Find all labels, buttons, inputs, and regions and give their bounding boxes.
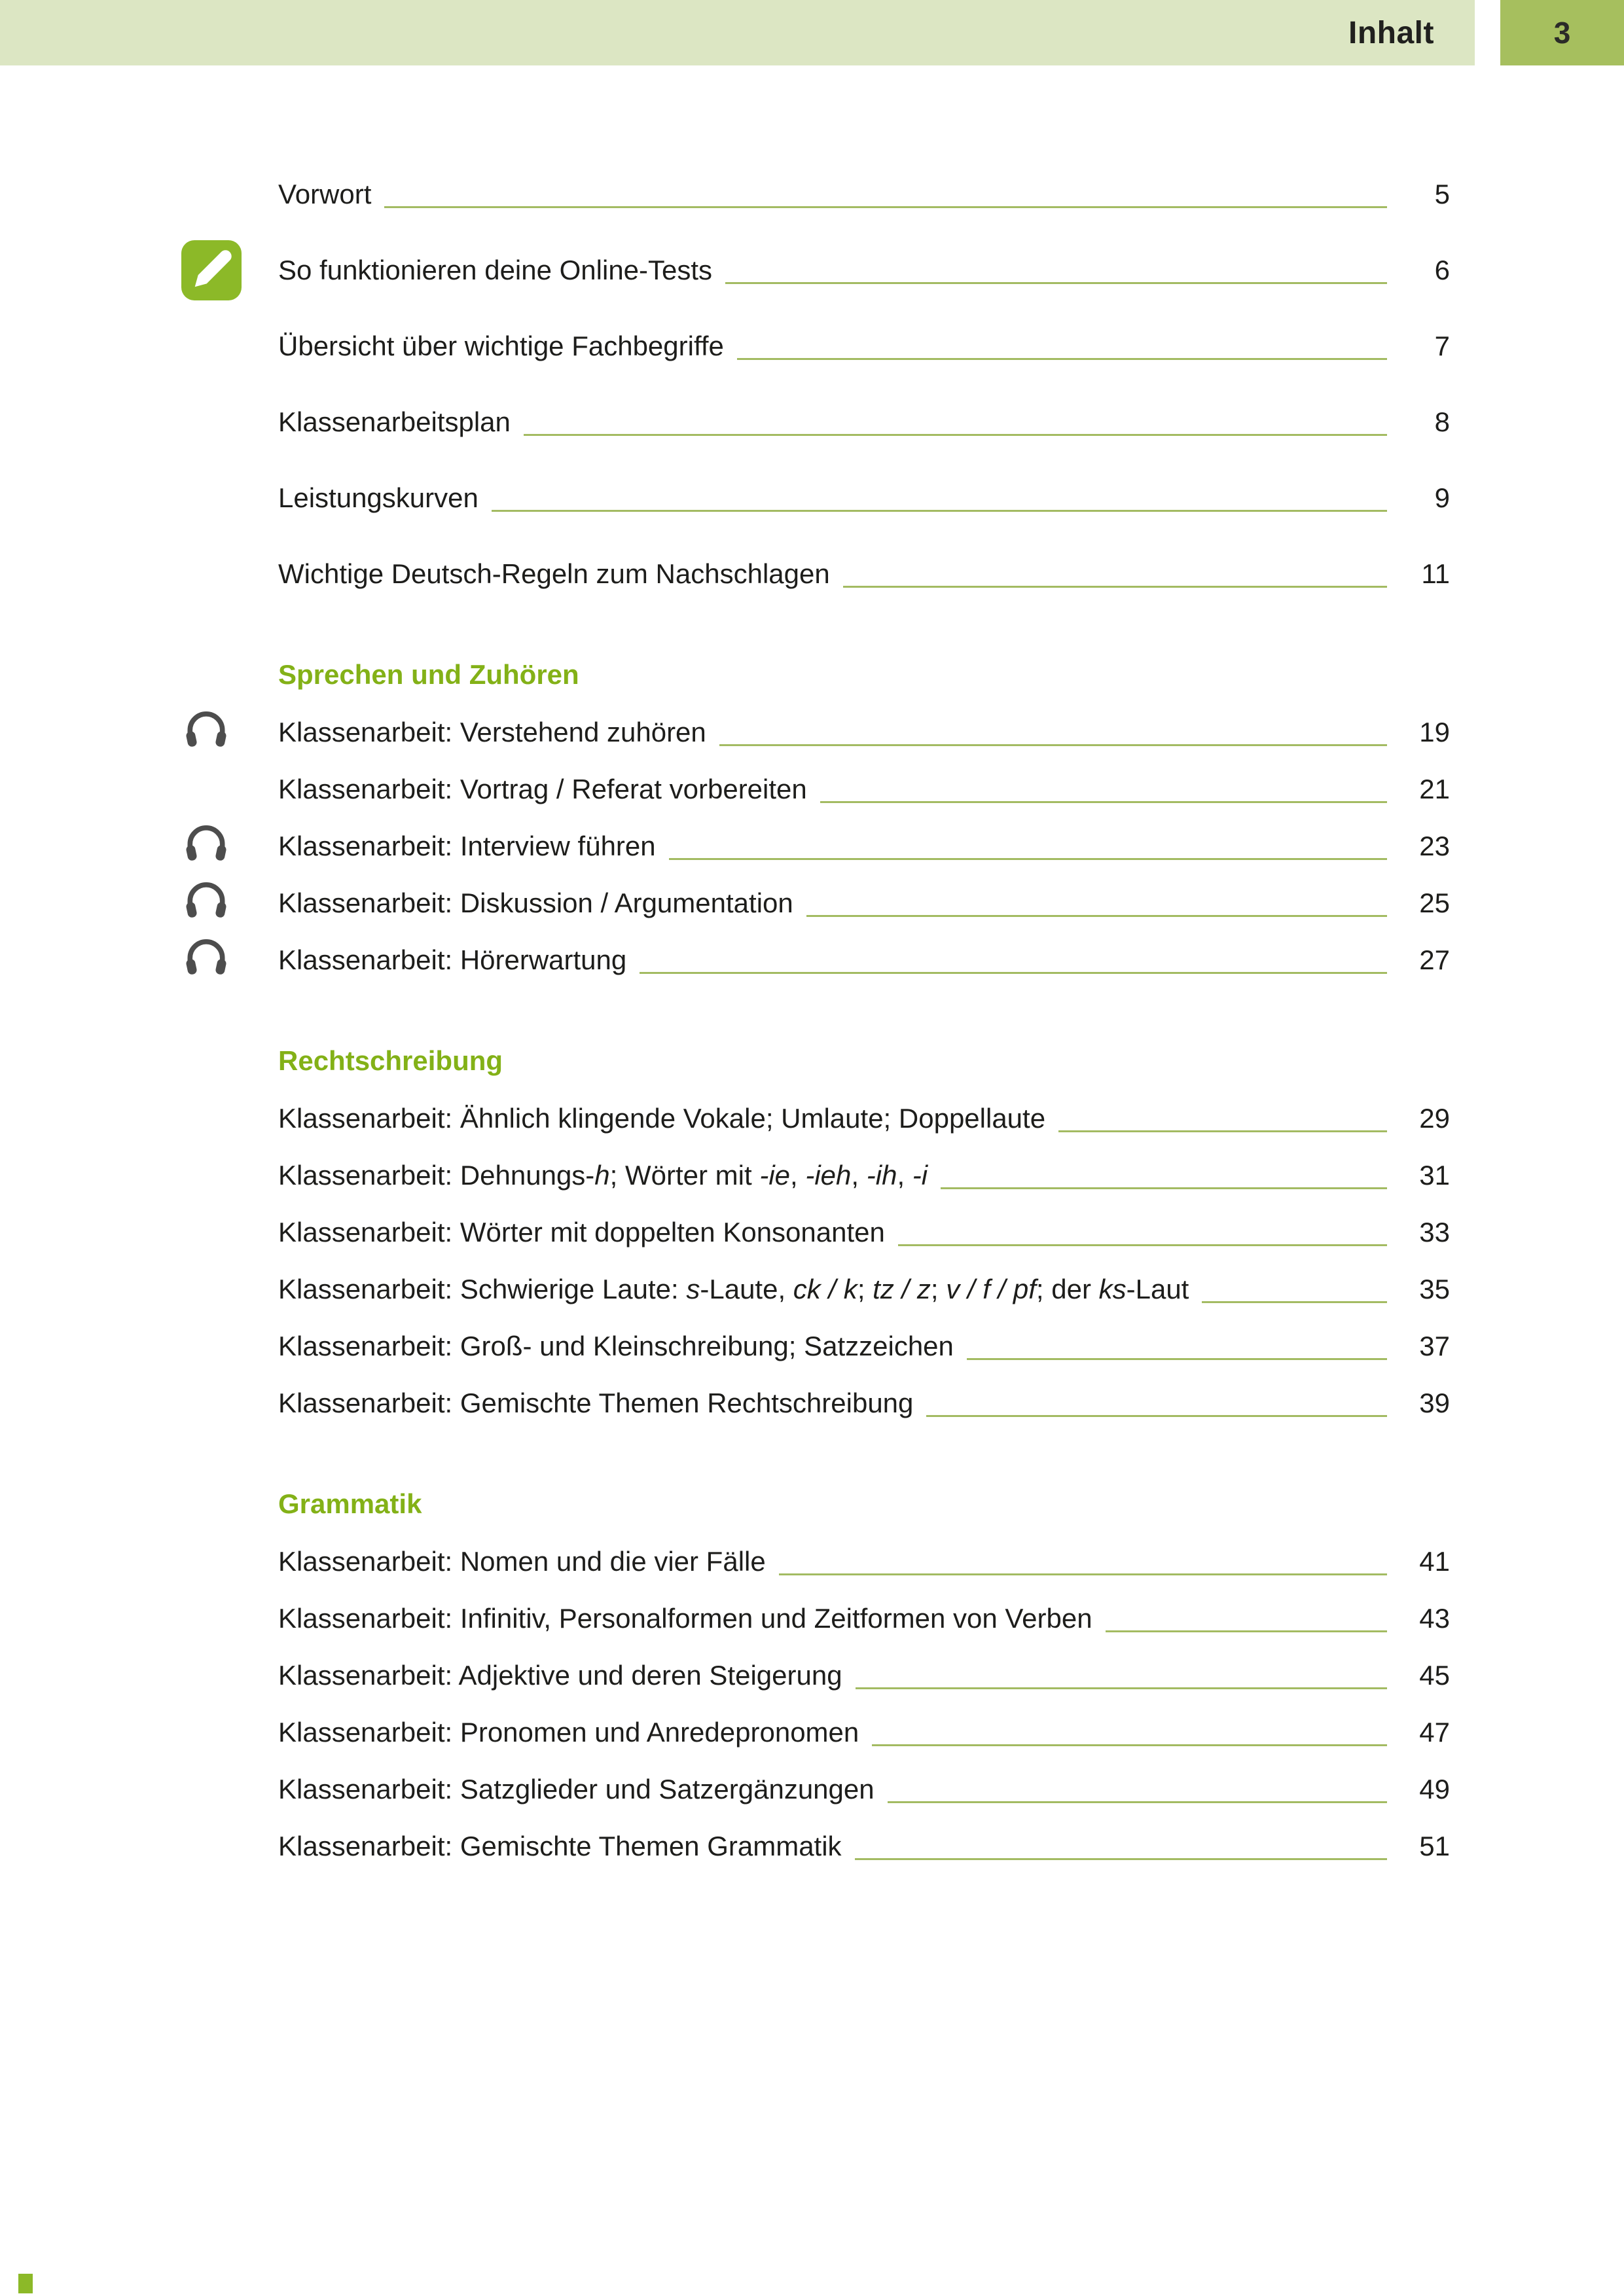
toc-item-page: 51 — [1419, 1831, 1450, 1861]
headphones-icon — [181, 876, 231, 931]
toc-item-page: 39 — [1419, 1388, 1450, 1418]
leader-line — [898, 1244, 1387, 1246]
leader-line — [872, 1744, 1387, 1746]
leader-line — [640, 972, 1387, 974]
toc-item-label: Vorwort — [278, 179, 372, 209]
pencil-icon — [181, 240, 242, 300]
toc-row — [278, 827, 1450, 865]
toc-row — [278, 175, 1450, 213]
toc-item-label: Klassenarbeit: Satzglieder und Satzergänzungen — [278, 1774, 875, 1804]
leader-line — [719, 744, 1387, 746]
footer-mark — [18, 2274, 33, 2293]
toc-row — [278, 1384, 1450, 1422]
leader-line — [669, 858, 1387, 860]
toc-item-label: Leistungskurven — [278, 482, 478, 513]
toc-section — [278, 656, 1450, 979]
toc-item-label: Klassenarbeit: Gemischte Themen Rechtschreibung — [278, 1388, 914, 1418]
toc-row — [278, 1600, 1450, 1638]
toc-item-label: Wichtige Deutsch-Regeln zum Nachschlagen — [278, 558, 830, 589]
toc-item-page: 27 — [1419, 944, 1450, 975]
toc-item-label: Klassenarbeit: Adjektive und deren Steigerung — [278, 1660, 842, 1691]
toc-row — [278, 327, 1450, 365]
toc-row — [278, 1827, 1450, 1865]
toc-item-page: 7 — [1434, 331, 1450, 361]
toc-item-page: 5 — [1434, 179, 1450, 209]
toc-row — [278, 941, 1450, 979]
toc-item-label: Klassenarbeit: Hörerwartung — [278, 944, 627, 975]
section-title: Sprechen und Zuhören — [278, 659, 579, 690]
toc-item-page: 25 — [1419, 888, 1450, 918]
leader-line — [926, 1415, 1387, 1417]
leader-line — [1202, 1301, 1387, 1303]
toc-item-page: 6 — [1434, 255, 1450, 285]
toc-item-label: Klassenarbeit: Nomen und die vier Fälle — [278, 1546, 766, 1577]
toc-item-label: Klassenarbeit: Groß- und Kleinschreibung; Satzzeichen — [278, 1331, 954, 1361]
toc-section — [278, 1042, 1450, 1422]
toc-item-label: Klassenarbeitsplan — [278, 406, 511, 437]
toc-item-page: 45 — [1419, 1660, 1450, 1691]
toc-row — [278, 479, 1450, 517]
toc-item-label: Klassenarbeit: Verstehend zuhören — [278, 717, 706, 747]
page-title: Inhalt — [1348, 15, 1434, 50]
toc-item-label: Klassenarbeit: Interview führen — [278, 831, 656, 861]
toc-row — [278, 403, 1450, 441]
toc-row — [278, 1543, 1450, 1581]
toc-item-label: Klassenarbeit: Dehnungs-h; Wörter mit -ie, -ieh, -ih, -i — [278, 1160, 928, 1191]
toc-item-page: 37 — [1419, 1331, 1450, 1361]
toc-item-page: 21 — [1419, 774, 1450, 804]
leader-line — [524, 434, 1387, 436]
toc-item-label: So funktionieren deine Online-Tests — [278, 255, 713, 285]
toc-row — [278, 770, 1450, 808]
leader-line — [941, 1187, 1387, 1189]
intro-list — [278, 175, 1450, 593]
toc-row — [278, 1270, 1450, 1308]
toc-item-label: Klassenarbeit: Ähnlich klingende Vokale; Umlaute; Doppellaute — [278, 1103, 1046, 1134]
toc-item-page: 19 — [1419, 717, 1450, 747]
toc-row — [278, 1713, 1450, 1751]
section-title: Grammatik — [278, 1488, 422, 1519]
toc-row — [278, 1157, 1450, 1194]
leader-line — [856, 1687, 1387, 1689]
leader-line — [779, 1573, 1387, 1575]
toc-item-label: Klassenarbeit: Wörter mit doppelten Konsonanten — [278, 1217, 885, 1247]
toc-item-page: 41 — [1419, 1546, 1450, 1577]
headphones-icon — [181, 819, 231, 874]
leader-line — [967, 1358, 1387, 1360]
toc-row — [278, 1100, 1450, 1138]
header-bar — [0, 0, 1475, 65]
headphones-icon — [181, 933, 231, 988]
leader-line — [1058, 1130, 1387, 1132]
toc-item-page: 43 — [1419, 1603, 1450, 1634]
leader-line — [725, 282, 1387, 284]
leader-line — [1106, 1630, 1387, 1632]
toc-section — [278, 1485, 1450, 1865]
toc-row — [278, 1213, 1450, 1251]
toc-item-page: 35 — [1419, 1274, 1450, 1304]
toc-item-label: Klassenarbeit: Schwierige Laute: s-Laute, ck / k; tz / z; v / f / pf; der ks-Laut — [278, 1274, 1189, 1304]
leader-line — [888, 1801, 1387, 1803]
toc-item-label: Übersicht über wichtige Fachbegriffe — [278, 331, 724, 361]
toc-row — [278, 1327, 1450, 1365]
toc-row — [278, 884, 1450, 922]
toc-row — [278, 713, 1450, 751]
toc-row — [278, 251, 1450, 289]
leader-line — [843, 586, 1387, 588]
toc-item-page: 49 — [1419, 1774, 1450, 1804]
toc-row — [278, 1657, 1450, 1695]
leader-line — [384, 206, 1387, 208]
toc-item-page: 31 — [1419, 1160, 1450, 1191]
toc-item-page: 8 — [1434, 406, 1450, 437]
table-of-contents — [278, 175, 1450, 1884]
page-number-box — [1500, 0, 1624, 65]
toc-sections — [278, 656, 1450, 1865]
leader-line — [855, 1858, 1387, 1860]
toc-item-page: 23 — [1419, 831, 1450, 861]
section-title: Rechtschreibung — [278, 1045, 503, 1076]
toc-item-label: Klassenarbeit: Infinitiv, Personalformen und Zeitformen von Verben — [278, 1603, 1092, 1634]
leader-line — [737, 358, 1387, 360]
toc-item-page: 33 — [1419, 1217, 1450, 1247]
toc-item-page: 29 — [1419, 1103, 1450, 1134]
page-number: 3 — [1553, 16, 1571, 50]
toc-item-label: Klassenarbeit: Pronomen und Anredepronomen — [278, 1717, 859, 1748]
toc-item-label: Klassenarbeit: Gemischte Themen Grammatik — [278, 1831, 842, 1861]
toc-item-page: 9 — [1434, 482, 1450, 513]
toc-item-page: 47 — [1419, 1717, 1450, 1748]
toc-row — [278, 1770, 1450, 1808]
toc-item-page: 11 — [1421, 558, 1450, 589]
toc-row — [278, 555, 1450, 593]
toc-item-label: Klassenarbeit: Vortrag / Referat vorbereiten — [278, 774, 807, 804]
headphones-icon — [181, 706, 231, 760]
leader-line — [806, 915, 1387, 917]
toc-item-label: Klassenarbeit: Diskussion / Argumentation — [278, 888, 793, 918]
leader-line — [820, 801, 1387, 803]
leader-line — [492, 510, 1387, 512]
